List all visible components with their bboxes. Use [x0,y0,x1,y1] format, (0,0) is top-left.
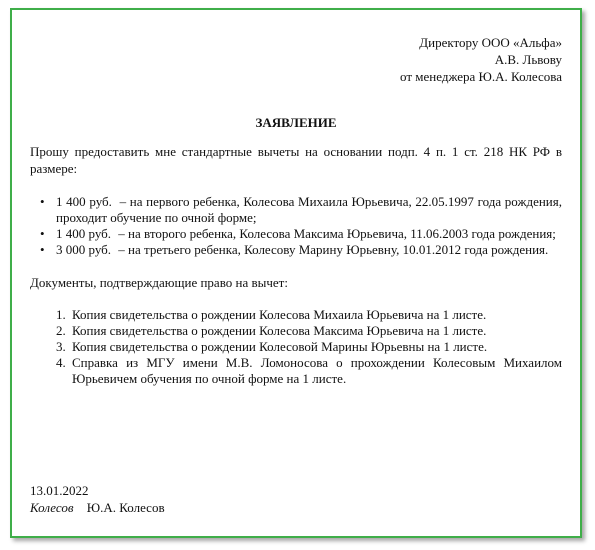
document-number: 1. [56,307,66,322]
document-date: 13.01.2022 [30,483,89,498]
benefit-item [56,242,562,258]
documents-intro: Документы, подтверждающие право на вычет: [30,275,288,290]
benefit-text: – на второго ребенка, Колесова Максима Юрьевича, 11.06.2003 года рождения; [118,226,556,241]
benefits-list [30,194,562,258]
addressee-line-director: А.В. Львову [494,52,562,67]
benefit-amount: 1 400 руб. [56,194,112,209]
addressee-line-sender: от менеджера Ю.А. Колесова [400,69,562,84]
benefit-text: – на первого ребенка, Колесова Михаила Юрьевича, 22.05.1997 года рождения, проходит обучение по очной форме; [56,194,562,225]
intro-paragraph: Прошу предоставить мне стандартные вычеты на основании подп. 4 п. 1 ст. 218 НК РФ в размере: [30,144,562,176]
benefit-amount: 3 000 руб. [56,242,112,257]
document-number: 3. [56,339,66,354]
benefit-amount: 1 400 руб. [56,226,112,241]
document-text: Копия свидетельства о рождении Колесова Михаила Юрьевича на 1 листе. [72,307,487,322]
document-item [56,323,562,339]
document-text: Справка из МГУ имени М.В. Ломоносова о прохождении Колесовым Михаилом Юрьевичем обучения по очной форме на 1 листе. [72,355,562,386]
handwritten-signature: Колесов [30,500,74,515]
benefit-item [56,194,562,226]
document-item [56,307,562,323]
document-number: 4. [56,355,66,370]
benefit-text: – на третьего ребенка, Колесову Марину Юрьевну, 10.01.2012 года рождения. [118,242,549,257]
document-text: Копия свидетельства о рождении Колесова Максима Юрьевича на 1 листе. [72,323,487,338]
addressee-block [30,34,562,85]
addressee-line-company: Директору ООО «Альфа» [419,35,562,50]
document-item [56,355,562,387]
signer-name: Ю.А. Колесов [86,500,165,515]
signature-line [30,499,165,516]
document-body [30,34,562,387]
document-text: Копия свидетельства о рождении Колесовой Марины Юрьевны на 1 листе. [72,339,488,354]
documents-list [30,307,562,387]
document-title: ЗАЯВЛЕНИЕ [255,115,337,130]
document-frame [10,8,582,538]
document-item [56,339,562,355]
document-number: 2. [56,323,66,338]
benefit-item [56,226,562,242]
